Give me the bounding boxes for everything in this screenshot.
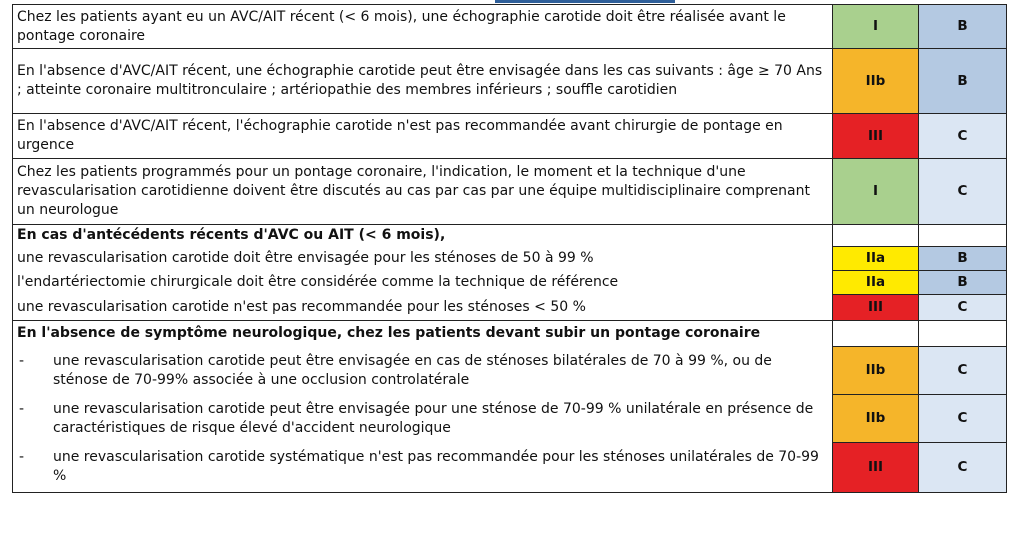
recommendation-text: En l'absence d'AVC/AIT récent, l'échographie carotide n'est pas recommandée avant chirurgie de pontage en urgence	[13, 114, 833, 159]
recommendation-text: Chez les patients programmés pour un pontage coronaire, l'indication, le moment et la technique d'une revascularisation carotidienne doivent être discutés au cas par cas par une équipe multidisciplinaire comprenant un neurologue	[13, 159, 833, 225]
class-badge: III	[833, 443, 919, 493]
bullet-dash: -	[19, 400, 25, 417]
class-badge: IIa	[833, 247, 919, 271]
class-badge: IIa	[833, 271, 919, 295]
recommendations-table	[12, 4, 1007, 493]
cropped-title-underline	[495, 0, 675, 3]
empty-cell	[833, 321, 919, 347]
empty-cell	[919, 225, 1007, 247]
recommendation-row	[13, 247, 1007, 271]
recommendation-text: une revascularisation carotide systématique n'est pas recommandée pour les sténoses unilatérales de 70-99 %	[53, 449, 819, 485]
recommendation-row	[13, 5, 1007, 49]
section-header-recent: En cas d'antécédents récents d'AVC ou AIT (< 6 mois),	[13, 225, 833, 247]
recommendation-cell	[13, 347, 833, 395]
recommendation-text: une revascularisation carotide doit être envisagée pour les sténoses de 50 à 99 %	[13, 247, 833, 271]
level-badge: B	[919, 49, 1007, 114]
recommendation-row	[13, 295, 1007, 321]
level-badge: C	[919, 295, 1007, 321]
section-header-row	[13, 225, 1007, 247]
section-header-row	[13, 321, 1007, 347]
recommendation-text: l'endartériectomie chirurgicale doit être considérée comme la technique de référence	[13, 271, 833, 295]
recommendation-cell	[13, 443, 833, 493]
level-badge: C	[919, 159, 1007, 225]
level-badge: C	[919, 395, 1007, 443]
bullet-dash: -	[19, 352, 25, 369]
level-badge: C	[919, 443, 1007, 493]
level-badge: B	[919, 271, 1007, 295]
class-badge: I	[833, 5, 919, 49]
empty-cell	[833, 225, 919, 247]
class-badge: III	[833, 295, 919, 321]
recommendation-cell	[13, 395, 833, 443]
recommendation-row	[13, 347, 1007, 395]
class-badge: IIb	[833, 395, 919, 443]
class-badge: III	[833, 114, 919, 159]
empty-cell	[919, 321, 1007, 347]
class-badge: IIb	[833, 49, 919, 114]
recommendation-text: En l'absence d'AVC/AIT récent, une échographie carotide peut être envisagée dans les cas suivants : âge ≥ 70 Ans ; atteinte coronaire multitronculaire ; artériopathie des membres inférieurs ; souffle carotidien	[13, 49, 833, 114]
recommendation-text: une revascularisation carotide n'est pas recommandée pour les sténoses < 50 %	[13, 295, 833, 321]
level-badge: B	[919, 5, 1007, 49]
recommendation-row	[13, 271, 1007, 295]
recommendation-text: Chez les patients ayant eu un AVC/AIT récent (< 6 mois), une échographie carotide doit être réalisée avant le pontage coronaire	[13, 5, 833, 49]
level-badge: B	[919, 247, 1007, 271]
section-header-asymptomatic: En l'absence de symptôme neurologique, chez les patients devant subir un pontage coronaire	[13, 321, 833, 347]
recommendation-row	[13, 49, 1007, 114]
recommendation-row	[13, 395, 1007, 443]
recommendation-text: une revascularisation carotide peut être envisagée pour une sténose de 70-99 % unilatérale en présence de caractéristiques de risque élevé d'accident neurologique	[53, 400, 814, 436]
recommendation-row	[13, 114, 1007, 159]
recommendation-row	[13, 443, 1007, 493]
level-badge: C	[919, 114, 1007, 159]
level-badge: C	[919, 347, 1007, 395]
recommendation-text: une revascularisation carotide peut être envisagée en cas de sténoses bilatérales de 70 à 99 %, ou de sténose de 70-99% associée à une occlusion controlatérale	[53, 352, 772, 388]
recommendation-row	[13, 159, 1007, 225]
class-badge: IIb	[833, 347, 919, 395]
bullet-dash: -	[19, 449, 25, 466]
class-badge: I	[833, 159, 919, 225]
